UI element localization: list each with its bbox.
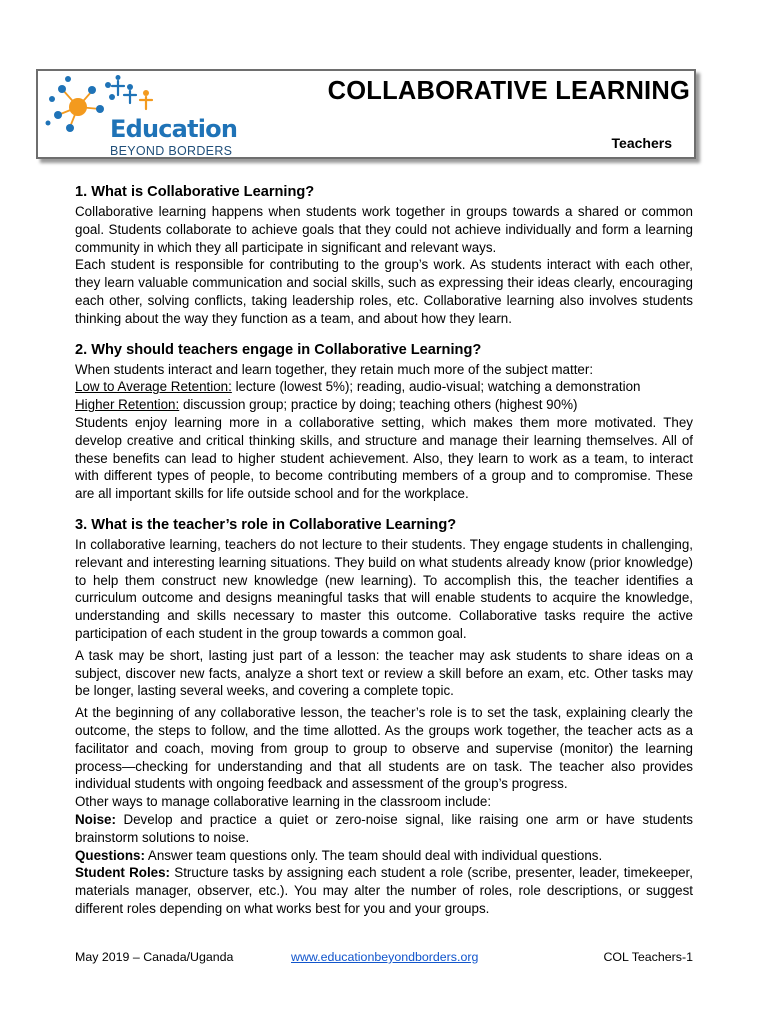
high-retention-text: discussion group; practice by doing; teaching others (highest 90%) <box>179 397 578 413</box>
document-body <box>75 183 693 918</box>
section-2-heading: 2. Why should teachers engage in Collaborative Learning? <box>75 341 482 358</box>
noise-item <box>75 811 693 847</box>
student-roles-label: Student Roles: <box>75 865 171 881</box>
section-3-paragraph-2: A task may be short, lasting just part of a lesson: the teacher may ask students to share ideas on a subject, discover new facts, analyze a short text or review a skill before an exam, etc. Other tasks may be longer, lasting several weeks, and covering a complete topic. <box>75 647 693 699</box>
logo-word: Education <box>110 115 238 143</box>
logo-tagline: BEYOND BORDERS <box>110 144 233 158</box>
footer-website-link[interactable]: www.educationbeyondborders.org <box>291 950 479 964</box>
questions-label: Questions: <box>75 847 145 863</box>
document-header <box>36 69 696 159</box>
section-1-paragraph-1: Collaborative learning happens when students work together in groups towards a shared or common goal. Students collaborate to achieve goals that they could not achieve individually and form a learning community in which they all participate in significant and relevant ways. <box>75 204 693 255</box>
low-retention-text: lecture (lowest 5%); reading, audio-visual; watching a demonstration <box>231 379 641 395</box>
student-roles-text: Structure tasks by assigning each student a role (scribe, presenter, leader, timekeeper, materials manager, observer, etc.). You may alter the number of roles, role descriptions, or suggest different roles depending on what works best for you and your groups. <box>75 865 693 916</box>
questions-item <box>75 847 693 865</box>
low-retention-line <box>75 378 693 396</box>
section-1-paragraph-2: Each student is responsible for contributing to the group’s work. As students interact with each other, they learn valuable communication and social skills, such as expressing their ideas clearly, encouraging each other, solving conflicts, taking leadership roles, etc. Collaborative learning also involves students thinking about the way they function as a team, and about how they learn. <box>75 257 693 326</box>
low-retention-label: Low to Average Retention: <box>75 379 232 395</box>
noise-text: Develop and practice a quiet or zero-noise signal, like raising one arm or have students brainstorm solutions to noise. <box>75 811 693 845</box>
section-3-paragraph-1: In collaborative learning, teachers do not lecture to their students. They engage students in challenging, relevant and interesting learning situations. They build on what students already know (prior knowledge) to help them construct new knowledge (new learning). To accomplish this, the teacher identifies a curriculum outcome and designs meaningful tasks that will enable students to acquire the knowledge, understanding and skills necessary to master this outcome. Collaborative tasks require the active participation of each student in the group towards a common goal. <box>75 536 693 641</box>
logo <box>44 75 262 157</box>
questions-text: Answer team questions only. The team should deal with individual questions. <box>144 847 603 863</box>
section-3-paragraph-3: At the beginning of any collaborative lesson, the teacher’s role is to set the task, explaining clearly the outcome, the steps to follow, and the time allotted. As the groups work together, the teacher acts as a facilitator and coach, moving from group to group to observe and supervise (monitor) the learning process—checking for understanding and that all students are on task. The teacher also provides individual students with ongoing feedback and assessment of the group’s progress. <box>75 705 693 792</box>
footer-date: May 2019 – Canada/Uganda <box>75 950 234 964</box>
section-2-intro: When students interact and learn together, they retain much more of the subject matter: <box>75 361 594 377</box>
section-1-heading: 1. What is Collaborative Learning? <box>75 184 315 200</box>
document-subtitle: Teachers <box>611 135 672 151</box>
section-2-paragraph-2: Students enjoy learning more in a collaborative setting, which makes them more motivated. They develop creative and critical thinking skills, and structure and manage their learning themselves. All of these benefits can lead to higher student achievement. Also, they learn to work as a team, to interact with different types of people, to become contributing members of a group and to compromise. These are all important skills for life outside school and for the workplace. <box>75 414 693 502</box>
noise-label: Noise: <box>75 811 116 827</box>
footer-page-label: COL Teachers-1 <box>603 950 693 964</box>
page-footer <box>75 949 693 965</box>
student-roles-item <box>75 864 693 917</box>
high-retention-label: Higher Retention: <box>75 397 180 413</box>
section-3-heading: 3. What is the teacher’s role in Collaborative Learning? <box>75 516 457 533</box>
document-title: COLLABORATIVE LEARNING <box>327 77 690 105</box>
high-retention-line <box>75 396 693 414</box>
section-3-paragraph-4: Other ways to manage collaborative learning in the classroom include: <box>75 794 492 810</box>
